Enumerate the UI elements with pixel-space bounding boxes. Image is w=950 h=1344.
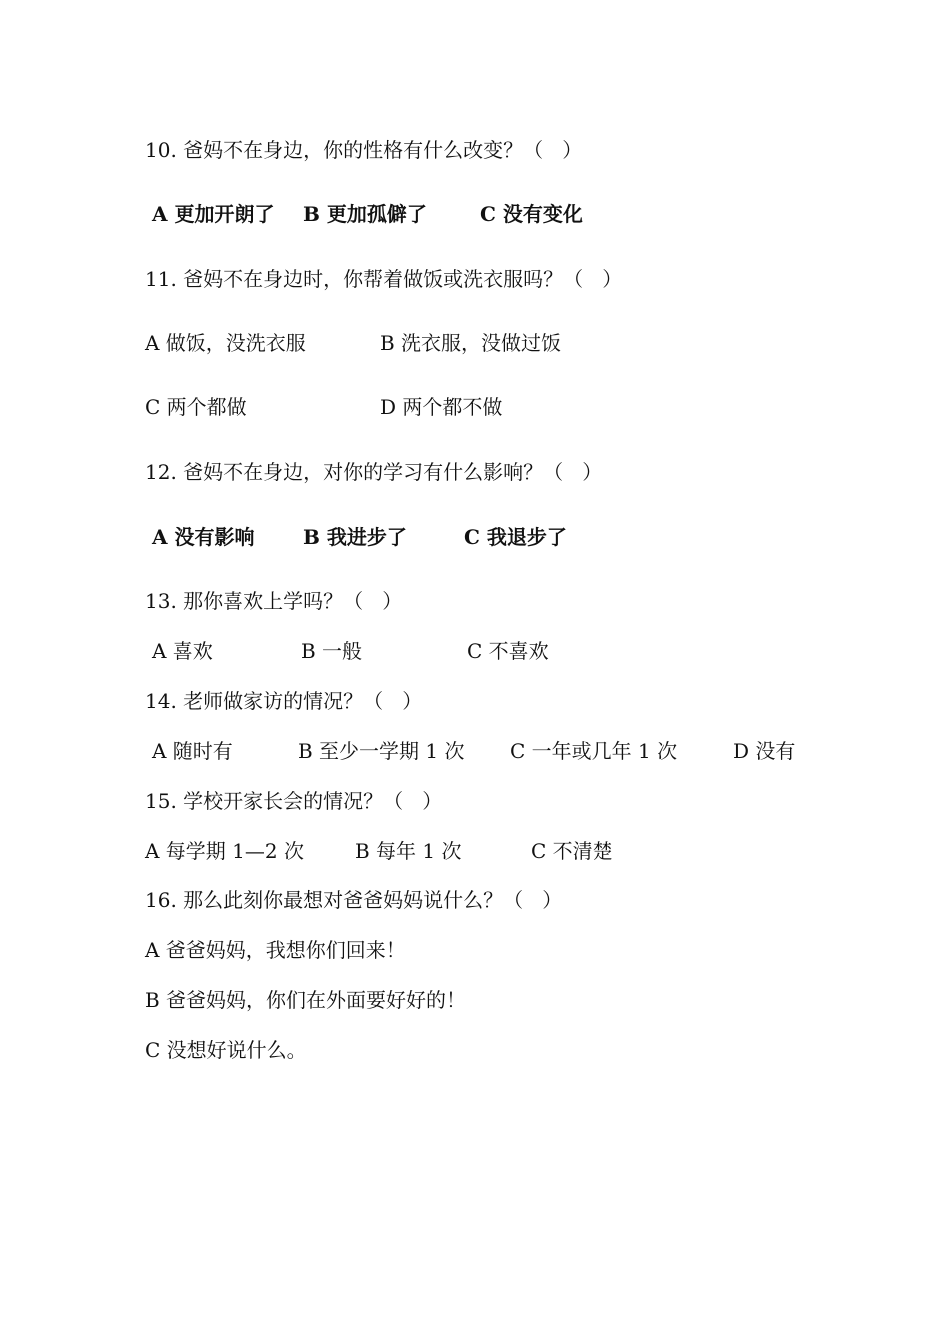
question-15-option-b: B 每年 1 次 [355,839,462,863]
question-11-option-c: C 两个都做 [145,395,247,419]
question-11-prompt: 11. 爸妈不在身边时，你帮着做饭或洗衣服吗？（ ） [145,267,623,291]
question-15-option-a: A 每学期 1—2 次 [145,839,304,863]
question-16-prompt: 16. 那么此刻你最想对爸爸妈妈说什么？（ ） [145,888,563,912]
question-14-prompt: 14. 老师做家访的情况？（ ） [145,689,423,713]
question-13-option-b: B 一般 [301,639,363,663]
question-11-option-b: B 洗衣服，没做过饭 [380,331,562,355]
question-12-option-b: B 我进步了 [303,525,407,549]
question-11-option-a: A 做饭，没洗衣服 [145,331,306,355]
question-14-option-c: C 一年或几年 1 次 [510,739,678,763]
question-10-option-c: C 没有变化 [480,202,583,226]
question-16-option-a: A 爸爸妈妈，我想你们回来！ [145,938,406,962]
question-13-option-a: A 喜欢 [152,639,213,663]
question-16-option-b: B 爸爸妈妈，你们在外面要好好的！ [145,988,467,1012]
question-14-option-b: B 至少一学期 1 次 [298,739,465,763]
question-14-option-d: D 没有 [733,739,796,763]
question-10-option-a: A 更加开朗了 [152,202,275,226]
question-10-prompt: 10. 爸妈不在身边，你的性格有什么改变？（ ） [145,138,583,162]
question-10-option-b: B 更加孤僻了 [303,202,427,226]
question-14-option-a: A 随时有 [152,739,233,763]
question-12-prompt: 12. 爸妈不在身边，对你的学习有什么影响？（ ） [145,460,603,484]
question-13-prompt: 13. 那你喜欢上学吗？（ ） [145,589,403,613]
question-13-option-c: C 不喜欢 [467,639,549,663]
question-12-option-a: A 没有影响 [152,525,255,549]
question-11-option-d: D 两个都不做 [380,395,503,419]
question-16-option-c: C 没想好说什么。 [145,1038,307,1062]
question-15-prompt: 15. 学校开家长会的情况？（ ） [145,789,443,813]
question-12-option-c: C 我退步了 [464,525,567,549]
question-15-option-c: C 不清楚 [531,839,613,863]
